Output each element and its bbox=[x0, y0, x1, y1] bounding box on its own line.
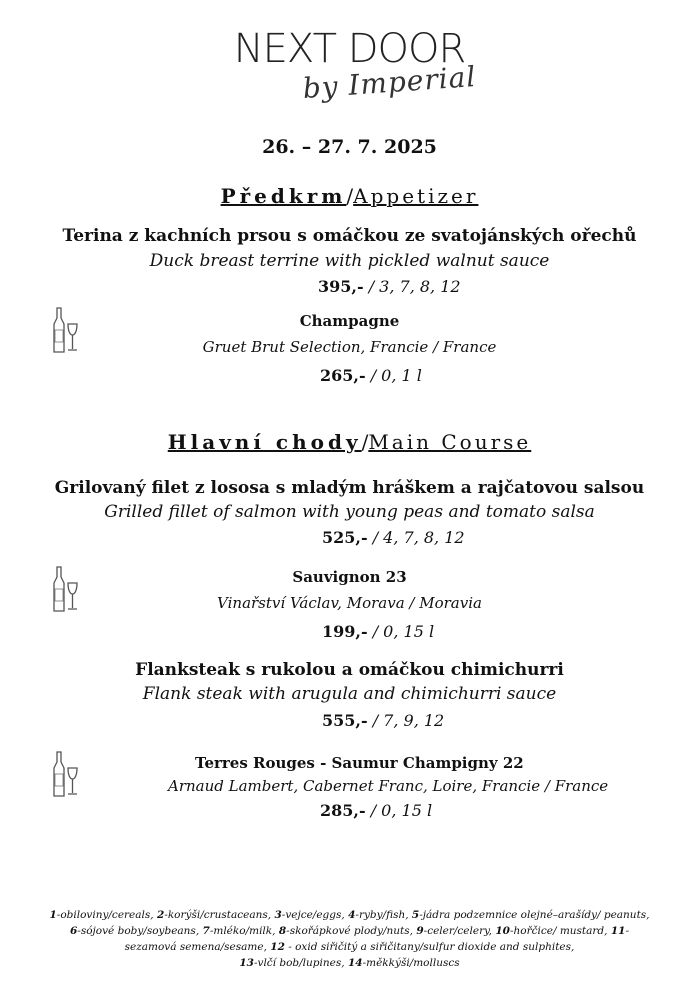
wine2-price bbox=[322, 622, 434, 641]
wine1-price-value: 265,- bbox=[320, 366, 366, 385]
wine2-description: Vinařství Václav, Morava / Moravia bbox=[217, 594, 482, 612]
main-course-heading-en: Main Course bbox=[368, 430, 532, 454]
dish2-price-value: 525,- bbox=[322, 528, 368, 547]
allergen-label: -celer/celery, bbox=[423, 925, 496, 937]
wine1-name: Champagne bbox=[299, 312, 400, 330]
allergen-label: - bbox=[625, 925, 630, 937]
logo-title: NEXT DOOR bbox=[233, 26, 466, 72]
allergen-number: 8 bbox=[278, 925, 287, 937]
wine1-volume: / 0, 1 l bbox=[365, 366, 422, 385]
dish1-price-value: 395,- bbox=[318, 277, 364, 296]
wine1-price bbox=[320, 366, 422, 385]
allergen-label: - oxid siřičitý a siřičitany/sulfur dioxide and sulphites, bbox=[284, 941, 575, 953]
menu-date: 26. – 27. 7. 2025 bbox=[262, 136, 437, 158]
allergen-label: -mléko/milk, bbox=[209, 925, 279, 937]
appetizer-heading-separator: / bbox=[346, 184, 354, 208]
allergen-label: -jádra podzemnice olejné–arašídy/ peanuts, bbox=[419, 909, 650, 921]
appetizer-heading-cz: Předkrm bbox=[220, 184, 347, 208]
dish1-price bbox=[318, 277, 461, 296]
dish3-price-value: 555,- bbox=[322, 711, 368, 730]
allergen-number: 6 bbox=[69, 925, 78, 937]
dish1-name-en: Duck breast terrine with pickled walnut sauce bbox=[149, 251, 550, 271]
wine2-volume: / 0, 15 l bbox=[367, 622, 435, 641]
allergen-number: 2 bbox=[156, 909, 165, 921]
wine3-price-value: 285,- bbox=[320, 801, 366, 820]
allergen-label: -sójové boby/soybeans, bbox=[77, 925, 203, 937]
allergen-label: -ryby/fish, bbox=[355, 909, 412, 921]
wine-bottle-glass-icon bbox=[50, 750, 80, 800]
allergen-label: -hořčice/ mustard, bbox=[509, 925, 611, 937]
dish2-name-en: Grilled fillet of salmon with young peas and tomato salsa bbox=[104, 502, 595, 522]
allergen-number: 9 bbox=[416, 925, 424, 937]
dish3-name-en: Flank steak with arugula and chimichurri sauce bbox=[142, 684, 557, 704]
dish1-allergens: / 3, 7, 8, 12 bbox=[363, 277, 461, 296]
wine2-price-value: 199,- bbox=[322, 622, 368, 641]
allergen-number: 7 bbox=[202, 925, 210, 937]
allergen-label: sezamová semena/sesame, bbox=[124, 941, 271, 953]
appetizer-heading bbox=[0, 184, 699, 208]
main-course-heading-cz: Hlavní chody bbox=[167, 430, 362, 454]
wine1-description: Gruet Brut Selection, Francie / France bbox=[202, 338, 497, 356]
dish2-allergens: / 4, 7, 8, 12 bbox=[367, 528, 465, 547]
dish1-name-cz: Terina z kachních prsou s omáčkou ze svatojánských ořechů bbox=[62, 226, 637, 246]
allergen-number: 11 bbox=[610, 925, 626, 937]
allergen-label: -korýši/crustaceans, bbox=[164, 909, 275, 921]
dish2-name-cz: Grilovaný filet z lososa s mladým hráškem a rajčatovou salsou bbox=[54, 478, 645, 498]
allergen-number: 4 bbox=[348, 909, 356, 921]
allergen-number: 10 bbox=[495, 925, 510, 937]
allergen-number: 3 bbox=[274, 909, 282, 921]
dish3-name-cz: Flanksteak s rukolou a omáčkou chimichurri bbox=[135, 660, 564, 680]
allergen-number: 13 bbox=[239, 957, 254, 969]
appetizer-heading-en: Appetizer bbox=[353, 184, 479, 208]
dish3-allergens: / 7, 9, 12 bbox=[367, 711, 445, 730]
allergen-label: -vejce/eggs, bbox=[281, 909, 349, 921]
allergen-number: 1 bbox=[49, 909, 57, 921]
logo-subtitle: by Imperial bbox=[301, 59, 478, 106]
wine3-volume: / 0, 15 l bbox=[365, 801, 433, 820]
dish2-price bbox=[322, 528, 465, 547]
allergen-number: 5 bbox=[411, 909, 420, 921]
allergen-label: -obiloviny/cereals, bbox=[56, 909, 157, 921]
main-course-heading bbox=[0, 430, 699, 454]
wine3-price bbox=[320, 801, 432, 820]
allergen-number: 14 bbox=[347, 957, 363, 969]
wine3-description: Arnaud Lambert, Cabernet Franc, Loire, Francie / France bbox=[168, 777, 609, 795]
allergen-label: -vlčí bob/lupines, bbox=[253, 957, 348, 969]
allergen-label: -skořápkové plody/nuts, bbox=[286, 925, 417, 937]
allergen-number: 12 bbox=[270, 941, 285, 953]
main-course-heading-separator: / bbox=[361, 430, 369, 454]
allergen-legend bbox=[20, 907, 679, 971]
dish3-price bbox=[322, 711, 444, 730]
allergen-label: -měkkýši/molluscs bbox=[362, 957, 460, 969]
wine2-name: Sauvignon 23 bbox=[292, 568, 407, 586]
wine3-name: Terres Rouges - Saumur Champigny 22 bbox=[195, 754, 524, 772]
